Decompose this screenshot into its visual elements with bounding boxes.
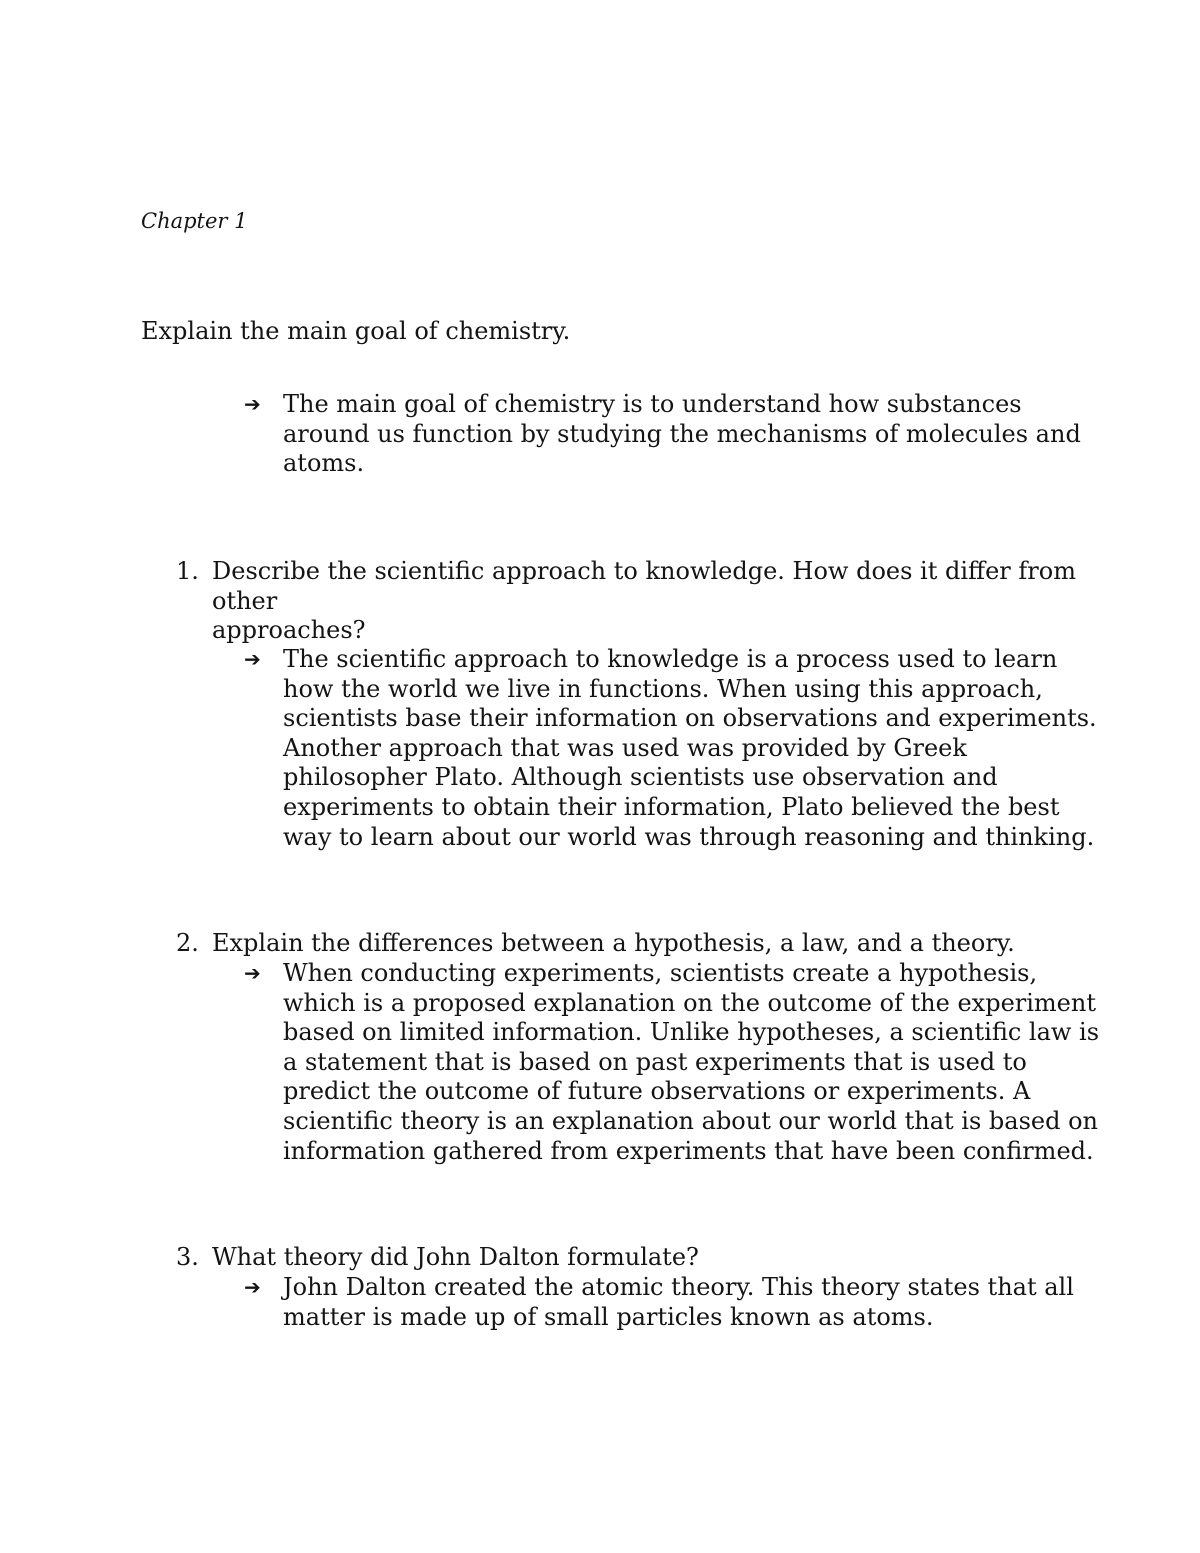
question-line: other	[212, 586, 278, 615]
answer-line: scientific theory is an explanation about our world that is based on	[283, 1106, 1099, 1135]
answer-line: way to learn about our world was through reasoning and thinking.	[283, 822, 1095, 851]
answer-line: Another approach that was used was provided by Greek	[283, 733, 967, 762]
answer-line: which is a proposed explanation on the outcome of the experiment	[283, 988, 1096, 1017]
intro-question: Explain the main goal of chemistry.	[141, 317, 571, 345]
answer-line: John Dalton created the atomic theory. This theory states that all	[283, 1273, 1074, 1301]
question-line: Explain the differences between a hypothesis, a law, and a theory.	[212, 929, 1015, 957]
answer-line: The scientific approach to knowledge is a process used to learn	[283, 645, 1058, 673]
answer-text	[283, 1273, 1074, 1332]
arrow-bullet-icon: ➔	[244, 1275, 261, 1299]
answer-line: predict the outcome of future observations or experiments. A	[283, 1077, 1031, 1106]
answer-text	[283, 959, 1099, 1166]
question-number: 3.	[176, 1243, 199, 1271]
answer-line: based on limited information. Unlike hypotheses, a scientific law is	[283, 1018, 1100, 1047]
question-line: What theory did John Dalton formulate?	[212, 1243, 699, 1271]
answer-line: matter is made up of small particles known as atoms.	[283, 1302, 934, 1331]
answer-line: experiments to obtain their information, Plato believed the best	[283, 792, 1060, 821]
answer-line: When conducting experiments, scientists create a hypothesis,	[283, 959, 1038, 987]
answer-text	[283, 645, 1097, 852]
answer-line: a statement that is based on past experiments that is used to	[283, 1047, 1027, 1076]
question-text	[212, 1243, 699, 1273]
question-number: 1.	[176, 557, 199, 585]
question-text	[212, 929, 1015, 959]
question-line: Describe the scientific approach to knowledge. How does it differ from	[212, 557, 1076, 585]
answer-line: atoms.	[283, 449, 365, 478]
answer-text	[283, 390, 1081, 479]
answer-line: information gathered from experiments that have been confirmed.	[283, 1136, 1094, 1165]
arrow-bullet-icon: ➔	[244, 647, 261, 671]
answer-line: around us function by studying the mechanisms of molecules and	[283, 419, 1081, 448]
answer-line: scientists base their information on observations and experiments.	[283, 704, 1097, 733]
arrow-bullet-icon: ➔	[244, 961, 261, 985]
question-number: 2.	[176, 929, 199, 957]
arrow-bullet-icon: ➔	[244, 392, 261, 416]
answer-line: how the world we live in functions. When using this approach,	[283, 674, 1043, 703]
chapter-title: Chapter 1	[141, 209, 248, 233]
answer-line: The main goal of chemistry is to understand how substances	[283, 390, 1022, 418]
question-line: approaches?	[212, 616, 366, 645]
answer-line: philosopher Plato. Although scientists use observation and	[283, 763, 998, 792]
question-text	[212, 557, 1076, 646]
